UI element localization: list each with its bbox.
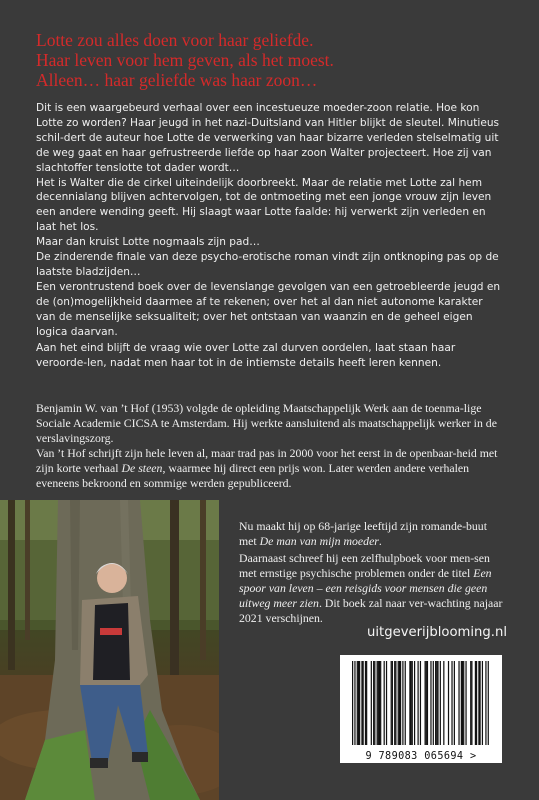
- barcode-bar: [420, 661, 421, 745]
- barcode-bar: [443, 661, 444, 745]
- barcode-bar: [471, 661, 472, 745]
- bio-text: [239, 551, 507, 626]
- barcode-bar: [409, 661, 410, 745]
- bio-text: [36, 446, 503, 491]
- barcode-bar: [437, 661, 438, 745]
- story-title: De steen: [121, 460, 163, 475]
- barcode-bar: [410, 661, 411, 745]
- debut-paragraph: [239, 519, 507, 549]
- barcode-bar: [451, 661, 452, 745]
- tagline-line-3: Alleen… haar geliefde was haar zoon…: [36, 70, 318, 90]
- isbn-digits: 9 789083 065694 >: [365, 751, 477, 762]
- barcode-bar: [366, 661, 367, 745]
- bio-text-part: Van ’t Hof schrijft zijn hele leven al, maar trad pas in 2000 voor het eerst in de openbaar-heid met zijn korte verhaal: [36, 446, 498, 475]
- barcode-bar: [359, 661, 360, 745]
- tagline: [36, 30, 506, 90]
- barcode-bar: [465, 661, 466, 745]
- barcode-bar: [412, 661, 413, 745]
- barcode-bar: [377, 661, 378, 745]
- barcode-bar: [365, 661, 366, 745]
- barcode-bar: [478, 661, 479, 745]
- blurb-text: Dit is een waargebeurd verhaal over een incestueuze moeder-zoon relatie. Hoe kon Lotte zo worden? Haar jeugd in het nazi-Duitsland van Hitler blijkt de sleutel. Minutieus schil-dert de auteur hoe Lotte de verwerking van haar bizarre verleden stelselmatig uit de weg gaat en haar gefrustreerde liefde op haar zoon Walter projecteert. Hoe zij van slachtoffer tenslotte tot dader wordt…: [36, 102, 500, 174]
- barcode-bar: [378, 661, 379, 745]
- barcode-bar: [398, 661, 399, 745]
- blurb-paragraph-1: [36, 101, 503, 280]
- barcode-bar: [479, 661, 480, 745]
- tagline-line-1: Lotte zou alles doen voor haar geliefde.: [36, 30, 314, 50]
- barcode-bar: [417, 661, 418, 745]
- barcode-bar: [352, 661, 353, 745]
- barcode-bar: [363, 661, 364, 745]
- bio-text: [239, 519, 507, 549]
- barcode-bar: [475, 661, 476, 745]
- author-photo: [0, 500, 219, 800]
- barcode-bar: [462, 661, 463, 745]
- bio-text-part: , waarmee hij direct een prijs won. Later werden andere verhalen eveneens bekroond en sommige werden gepubliceerd.: [36, 460, 470, 490]
- book-title: De man van mijn moeder: [259, 533, 379, 548]
- tagline-line-2: Haar leven voor hem geven, als het moest.: [36, 50, 334, 70]
- blurb-paragraph-3: [36, 341, 503, 371]
- barcode-bar: [371, 661, 372, 745]
- barcode-bar: [405, 661, 406, 745]
- author-bio-paragraph-2: [36, 446, 503, 491]
- publisher-url: uitgeverijblooming.nl: [367, 625, 507, 640]
- barcode-bar: [402, 661, 403, 745]
- barcode-bar: [386, 661, 387, 745]
- barcode-bar: [400, 661, 401, 745]
- selfhelp-paragraph: [239, 551, 507, 626]
- barcode-bar: [374, 661, 375, 745]
- barcode-bar: [414, 661, 415, 745]
- blurb-text: Maar dan kruist Lotte nogmaals zijn pad…: [36, 236, 260, 249]
- barcode-bars: [340, 655, 502, 763]
- barcode-bar: [361, 661, 362, 745]
- blurb-text: Het is Walter die de cirkel uiteindelijk doorbreekt. Maar de relatie met Lotte zal hem decennialang blijven achtervolgen, tot de ontmoeting met een jonge vrouw zijn leven een andere wending geeft. Hij slaagt waar Lotte faalde: hij verwerkt zijn verleden en laat het los.: [36, 176, 492, 234]
- barcode-bar: [463, 661, 464, 745]
- bio-text-part: .: [378, 533, 382, 548]
- barcode-bar: [482, 661, 483, 745]
- barcode-bar: [433, 661, 434, 745]
- barcode-bar: [440, 661, 441, 745]
- barcode-bar: [470, 661, 471, 745]
- barcode-bar: [454, 661, 455, 745]
- barcode-bar: [354, 661, 355, 745]
- barcode-bar: [392, 661, 393, 745]
- barcode-bar: [425, 661, 426, 745]
- barcode-bar: [357, 661, 358, 745]
- blurb-text: Een verontrustend boek over de levenslange gevolgen van een getroebleerde jeugd en de (on)mogelijkheid daarmee af te rekenen; over het al dan niet autonome karakter van de menselijke seksualiteit; over het ontstaan van waanzin en de geheel eigen logica daarvan.: [36, 281, 501, 338]
- author-bio-paragraph-1: [36, 401, 503, 446]
- barcode-bar: [448, 661, 449, 745]
- blurb-text: De zinderende finale van deze psycho-erotische roman vindt zijn ontknoping pas op de laatste bladzijden…: [36, 251, 499, 278]
- isbn-barcode: [340, 655, 502, 763]
- barcode-bar: [373, 661, 374, 745]
- barcode-bar: [458, 661, 459, 745]
- selfhelp-book-title: Een spoor van leven – een reisgids voor mensen die geen uitweg meer zien: [239, 565, 492, 610]
- bio-text-part: Nu maakt hij op 68-jarige leeftijd zijn romande-buut met: [239, 519, 487, 548]
- barcode-bar: [380, 661, 381, 745]
- bio-text: Benjamin W. van ’t Hof (1953) volgde de opleiding Maatschappelijk Werk aan de toenma-lige Sociale Academie CICSA te Amsterdam. Hij werkte aansluitend als maatschappelijk werker in de verslavingszorg.: [36, 401, 497, 445]
- barcode-bar: [476, 661, 477, 745]
- blurb-text: Aan het eind blijft de vraag wie over Lotte zal durven oordelen, laat staan haar veroorde-len, nadat men haar tot in de intiemste details heeft leren kennen.: [36, 342, 456, 369]
- bio-text-part: Daarnaast schreef hij een zelfhulpboek voor men-sen met ernstige psychische problemen onder de titel: [239, 551, 490, 580]
- barcode-bar: [485, 661, 486, 745]
- barcode-bar: [399, 661, 400, 745]
- barcode-bar: [391, 661, 392, 745]
- barcode-bar: [426, 661, 427, 745]
- barcode-bar: [427, 661, 428, 745]
- barcode-bar: [394, 661, 395, 745]
- barcode-bar: [488, 661, 489, 745]
- barcode-bar: [435, 661, 436, 745]
- barcode-bar: [358, 661, 359, 745]
- blurb-paragraph-2: [36, 280, 503, 340]
- barcode-bar: [461, 661, 462, 745]
- barcode-bar: [430, 661, 431, 745]
- bio-text-part: . Dit boek zal naar ver-wachting najaar 2021 verschijnen.: [239, 595, 503, 625]
- barcode-bar: [379, 661, 380, 745]
- barcode-bar: [395, 661, 396, 745]
- barcode-bar: [436, 661, 437, 745]
- barcode-bar: [384, 661, 385, 745]
